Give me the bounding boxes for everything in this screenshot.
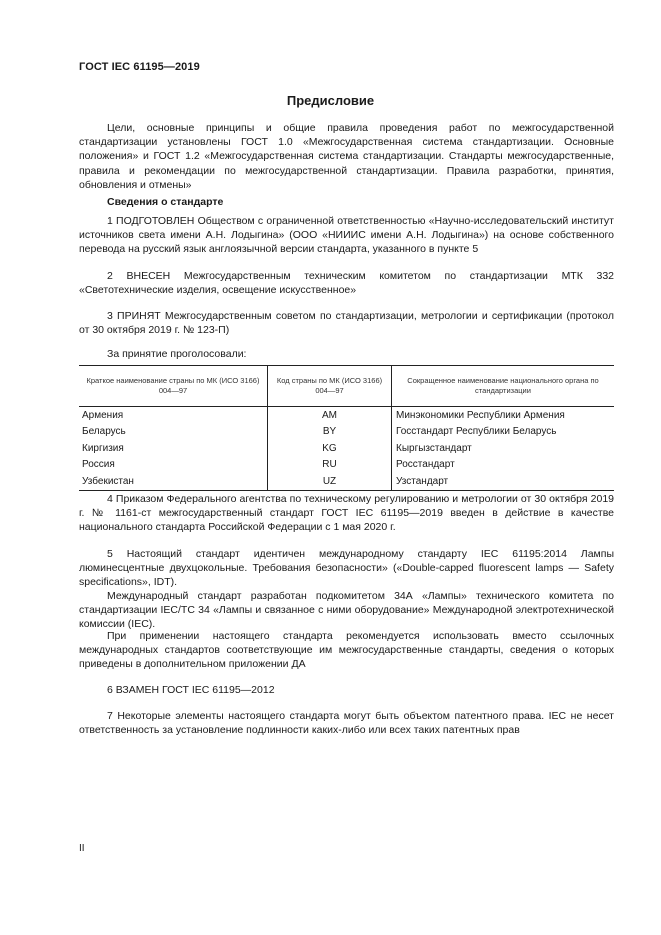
table-row [79,440,614,457]
intro-paragraph: Цели, основные принципы и общие правила проведения работ по межгосударственной стандартизации установлены ГОСТ 1.0 «Межгосударственная система стандартизации. Основные положения» и ГОСТ 1.2 «Межгосударственная система стандартизации. Стандарты межгосударственные, правила и рекомендации по межгосударственной стандартизации. Правила разработки, принятия, обновления и отмены» [79,122,614,191]
table-row [79,407,614,424]
header-organ: Сокращенное наименование национального органа по стандартизации [392,366,615,407]
code-cell: KG [268,440,392,457]
table-row [79,424,614,441]
country-cell: Беларусь [82,426,126,438]
header-country: Краткое наименование страны по МК (ИСО 3166) 004—97 [79,366,268,407]
header-code: Код страны по МК (ИСО 3166) 004—97 [268,366,392,407]
item-6-paragraph: 6 ВЗАМЕН ГОСТ IEC 61195—2012 [107,684,275,696]
item-5-application-paragraph: При применении настоящего стандарта рекомендуется использовать вместо ссылочных международных стандартов соответствующие им межгосударственные стандарты, сведения о которых приведены в дополнительном приложении ДА [79,630,614,671]
country-cell: Армения [82,409,124,421]
country-cell: Россия [82,459,115,471]
table-header-row [79,366,614,407]
organ-cell: Узстандарт [392,473,615,490]
table-row [79,457,614,474]
code-cell: RU [268,457,392,474]
page-number: II [79,843,85,854]
organ-cell: Росстандарт [392,457,615,474]
table-row [79,473,614,490]
item-5-paragraph: 5 Настоящий стандарт идентичен международному стандарту IEC 61195:2014 Лампы люминесцентные двухцокольные. Требования безопасности» («Double-capped fluorescent lamps — Safety specifications», IDT). [79,548,614,589]
code-cell: AM [268,407,392,424]
item-5-international-paragraph: Международный стандарт разработан подкомитетом 34А «Лампы» технического комитета по стандартизации IEC/TC 34 «Лампы и связанное с ними оборудование» Международной электротехнической комиссии (IEC). [79,590,614,631]
voted-label: За принятие проголосовали: [107,348,247,360]
organ-cell: Минэкономики Республики Армения [392,407,615,424]
code-cell: BY [268,424,392,441]
voting-table [79,365,614,491]
country-cell: Киргизия [82,442,124,454]
item-2-paragraph: 2 ВНЕСЕН Межгосударственным техническим комитетом по стандартизации МТК 332 «Светотехнические изделия, освещение искусственное» [79,270,614,297]
code-cell: UZ [268,473,392,490]
item-1-paragraph: 1 ПОДГОТОВЛЕН Обществом с ограниченной ответственностью «Научно-исследовательский институт источников света имени А.Н. Лодыгина» (ООО «НИИИС имени А.Н. Лодыгина») на основе собственного перевода на русский язык англоязычной версии стандарта, указанного в пункте 5 [79,215,614,256]
item-4-paragraph: 4 Приказом Федерального агентства по техническому регулированию и метрологии от 30 октября 2019 г. № 1161-ст межгосударственный стандарт ГОСТ IEC 61195—2019 введен в действие в качестве национального стандарта Российской Федерации с 1 мая 2020 г. [79,493,614,534]
country-cell: Узбекистан [82,475,134,487]
item-3-paragraph: 3 ПРИНЯТ Межгосударственным советом по стандартизации, метрологии и сертификации (протокол от 30 октября 2019 г. № 123-П) [79,310,614,337]
organ-cell: Госстандарт Республики Беларусь [392,424,615,441]
organ-cell: Кыргызстандарт [392,440,615,457]
info-heading: Сведения о стандарте [107,196,224,208]
item-7-paragraph: 7 Некоторые элементы настоящего стандарта могут быть объектом патентного права. IEC не несет ответственность за установление подлинности каких-либо или всех таких патентных прав [79,710,614,737]
standard-code: ГОСТ IEC 61195—2019 [79,61,200,73]
page-title: Предисловие [286,93,375,108]
